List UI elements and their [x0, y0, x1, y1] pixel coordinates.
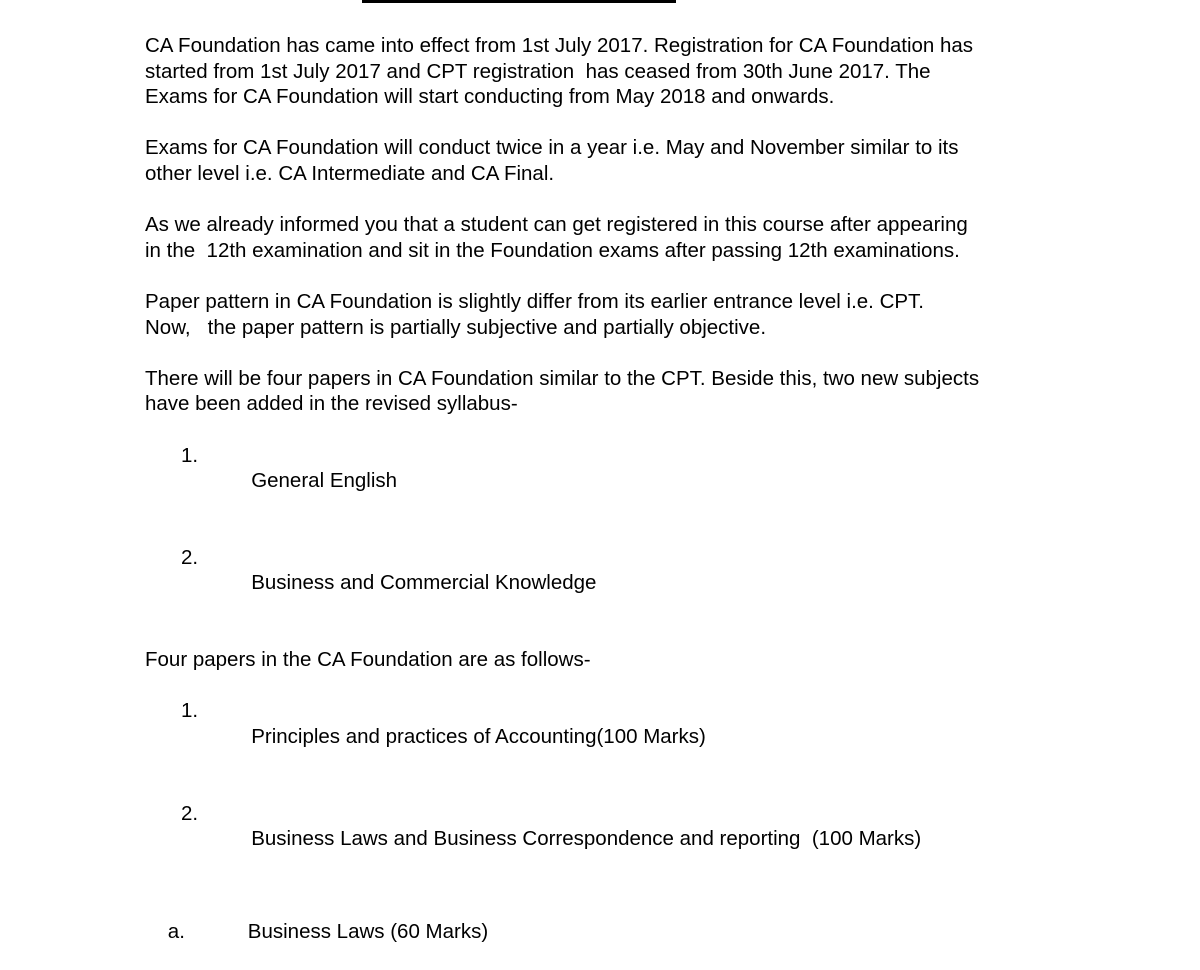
paragraph-registration — [145, 212, 1105, 263]
text-line: other level i.e. CA Intermediate and CA Final. — [145, 161, 555, 185]
paragraph-new-subjects — [145, 366, 1105, 417]
paragraph-exam-schedule — [145, 135, 1105, 186]
sub-list-text: Business Laws (60 Marks) — [247, 920, 489, 944]
text-line: Paper pattern in CA Foundation is slightly differ from its earlier entrance level i.e. CPT. — [145, 289, 924, 313]
text-line: started from 1st July 2017 and CPT registration has ceased from 30th June 2017. The — [145, 59, 931, 83]
paragraph-paper-pattern — [145, 289, 1105, 340]
list-text: Principles and practices of Accounting(100 Marks) — [251, 725, 706, 749]
list-item — [145, 673, 1105, 775]
paragraph-four-papers — [145, 647, 1105, 673]
list-text: Business Laws and Business Correspondence and reporting (100 Marks) — [251, 827, 922, 851]
paragraph-intro — [145, 33, 1105, 110]
text-line: As we already informed you that a student can get registered in this course after appearing — [145, 213, 968, 237]
text-line: in the 12th examination and sit in the Foundation exams after passing 12th examinations. — [145, 238, 960, 262]
list-number: 2. — [181, 545, 199, 569]
text-line: Exams for CA Foundation will conduct twice in a year i.e. May and November similar to its — [145, 136, 959, 160]
text-line: have been added in the revised syllabus- — [145, 392, 518, 416]
text-line: Now, the paper pattern is partially subjective and partially objective. — [145, 315, 767, 339]
list-text: Business and Commercial Knowledge — [251, 571, 597, 595]
text-line: Exams for CA Foundation will start conducting from May 2018 and onwards. — [145, 85, 835, 109]
text-line: CA Foundation has came into effect from 1st July 2017. Registration for CA Foundation has — [145, 34, 974, 57]
list-item — [145, 775, 1105, 877]
sub-list-letter: a. — [167, 920, 185, 944]
sub-list-item — [145, 894, 1105, 970]
four-papers-list — [145, 673, 1105, 878]
list-text: General English — [251, 469, 398, 493]
text-line: Four papers in the CA Foundation are as follows- — [145, 648, 591, 672]
top-rule — [362, 0, 676, 3]
list-number: 1. — [181, 443, 199, 467]
document-body — [145, 33, 1105, 970]
list-item — [145, 519, 1105, 621]
list-item — [145, 417, 1105, 519]
list-number: 2. — [181, 801, 199, 825]
text-line: There will be four papers in CA Foundation similar to the CPT. Beside this, two new subjects — [145, 366, 980, 390]
new-subjects-list — [145, 417, 1105, 622]
list-number: 1. — [181, 699, 199, 723]
